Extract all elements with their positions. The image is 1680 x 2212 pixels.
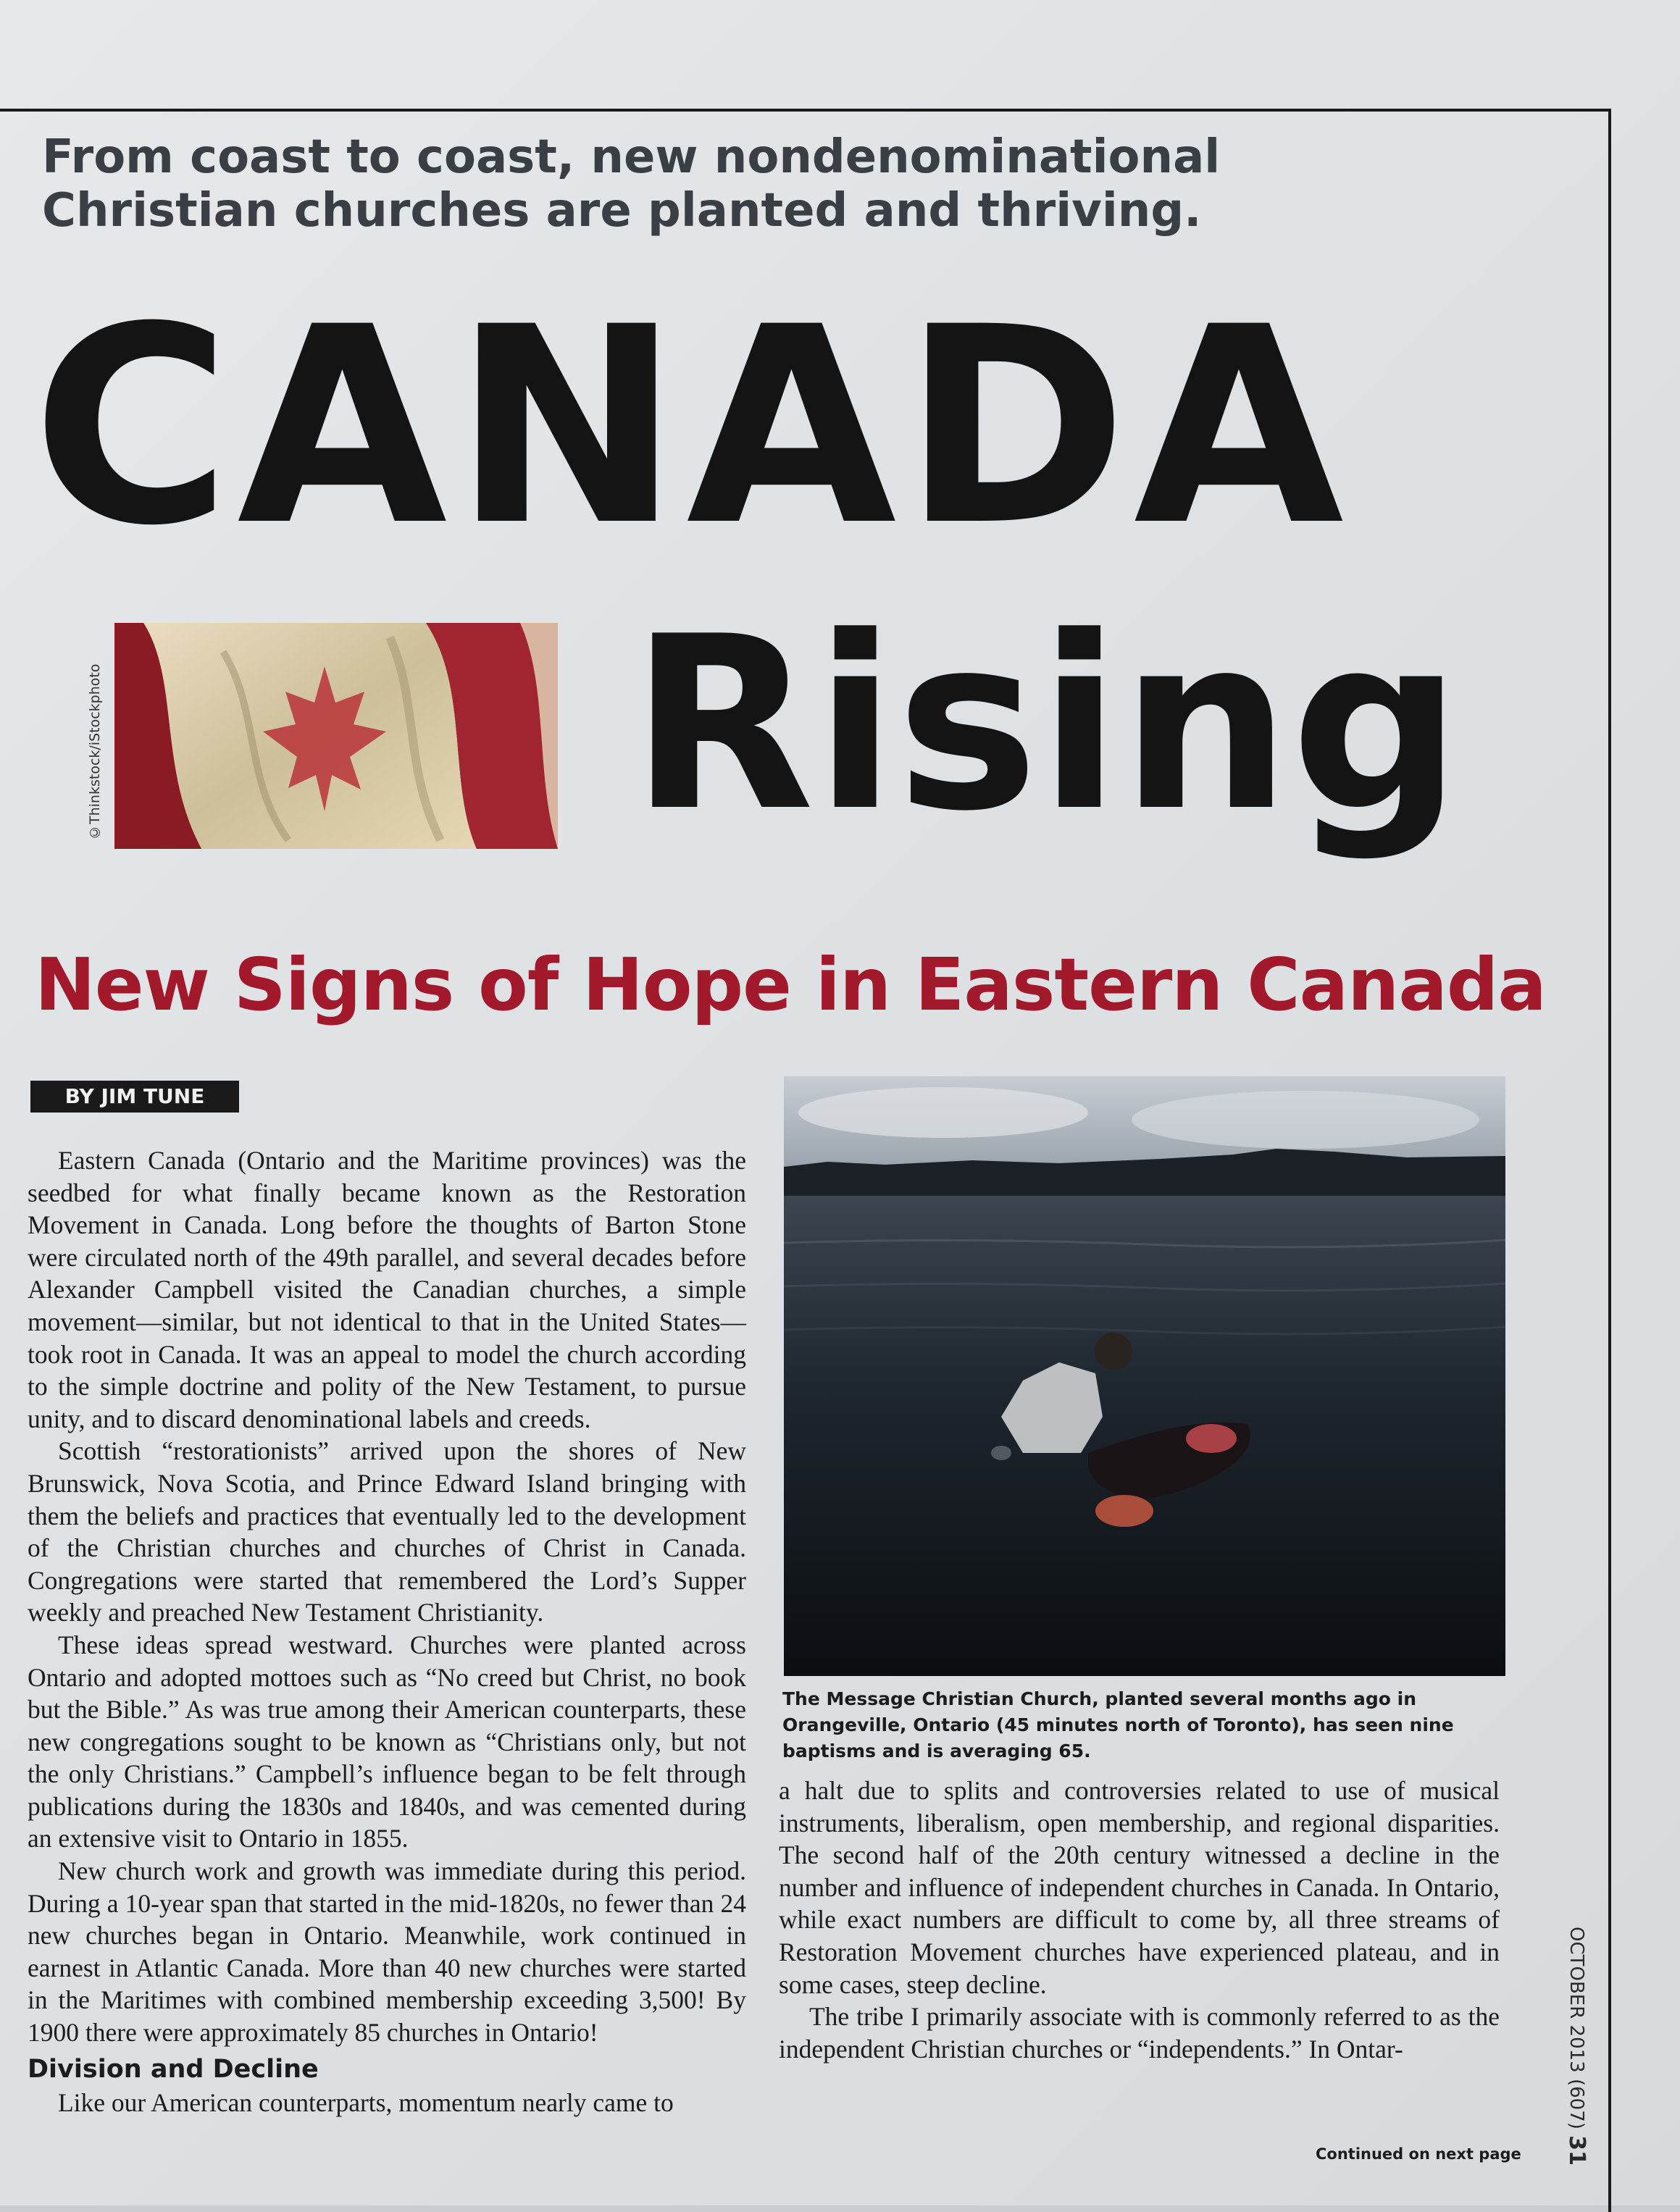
page-number: 31 xyxy=(1564,2135,1589,2166)
photo-caption: The Message Christian Church, planted several months ago in Orangeville, Ontario (45 minutes north of Toronto), has seen nine baptisms and is averaging 65. xyxy=(782,1688,1454,1761)
paragraph: New church work and growth was immediate during this period. During a 10-year span that started in the mid-1820s, no fewer than 24 new churches began in Ontario. Meanwhile, work continued in earnest in Atlantic Canada. More than 40 new churches were started in the Maritimes with combined membership exceeding 3,500! By 1900 there were approximately 85 churches in Ontario! xyxy=(28,1856,746,2048)
paragraph: Scottish “restorationists” arrived upon the shores of New Brunswick, Nova Scotia, and Prince Edward Island bringing with them the beliefs and practices that eventually led to the development of the Christian churches and churches of Christ in Canada. Congregations were started that remembered the Lord’s Supper weekly and preached New Testament Christianity. xyxy=(28,1436,746,1627)
paragraph: These ideas spread westward. Churches were planted across Ontario and adopted mottoes such as “No creed but Christ, no book but the Bible.” As was true among their American counterparts, these new congregations sought to be known as “Christians only, but not the only Christians.” Campbell’s influence began to be felt through publications during the 1830s and 1840s, and was cemented during an extensive visit to Ontario in 1855. xyxy=(28,1630,746,1853)
canada-flag-image xyxy=(114,623,558,849)
kicker-text: From coast to coast, new nondenominational Christian churches are planted and thriving. xyxy=(42,130,1221,238)
issue-date: OCTOBER 2013 (607) xyxy=(1566,1927,1587,2136)
article-column-left xyxy=(28,1144,746,2119)
section-heading: Division and Decline xyxy=(28,2054,319,2084)
continued-note: Continued on next page xyxy=(1316,2145,1521,2163)
paragraph: Like our American counterparts, momentum nearly came to xyxy=(58,2087,674,2117)
baptism-lake-photo xyxy=(784,1076,1505,1676)
byline-badge: BY JIM TUNE xyxy=(30,1081,239,1113)
flag-illustration xyxy=(114,623,558,849)
headline-rising: Rising xyxy=(630,585,1462,863)
article-column-right xyxy=(779,1775,1500,2065)
paragraph: Eastern Canada (Ontario and the Maritime provinces) was the seedbed for what finally became known as the Restoration Movement in Canada. Long before the thoughts of Barton Stone were circulated north of the 49th parallel, and several decades before Alexander Campbell visited the Canadian churches, a simple movement—similar, but not identical to that in the United States—took root in Canada. It was an appeal to model the church according to the simple doctrine and polity of the New Testament, to pursue unity, and to discard denominational labels and creeds. xyxy=(28,1146,746,1433)
paragraph: The tribe I primarily associate with is commonly referred to as the independent Christian churches or “independents.” In Ontar- xyxy=(779,2002,1500,2064)
headline-canada: CANADA xyxy=(32,269,1350,585)
subtitle: New Signs of Hope in Eastern Canada xyxy=(35,942,1546,1027)
page-folio xyxy=(1546,1927,1589,2166)
paragraph: a halt due to splits and controversies related to use of musical instruments, liberalism, open membership, and regional disparities. The second half of the 20th century witnessed a decline in the number and influence of independent churches in Canada. In Ontario, while exact numbers are difficult to come by, all three streams of Restoration Movement churches have experienced plateau, and in some cases, steep decline. xyxy=(779,1776,1500,1999)
photo-credit: ©Thinkstock/iStockphoto xyxy=(87,663,103,840)
lake-scene-illustration xyxy=(784,1076,1505,1676)
